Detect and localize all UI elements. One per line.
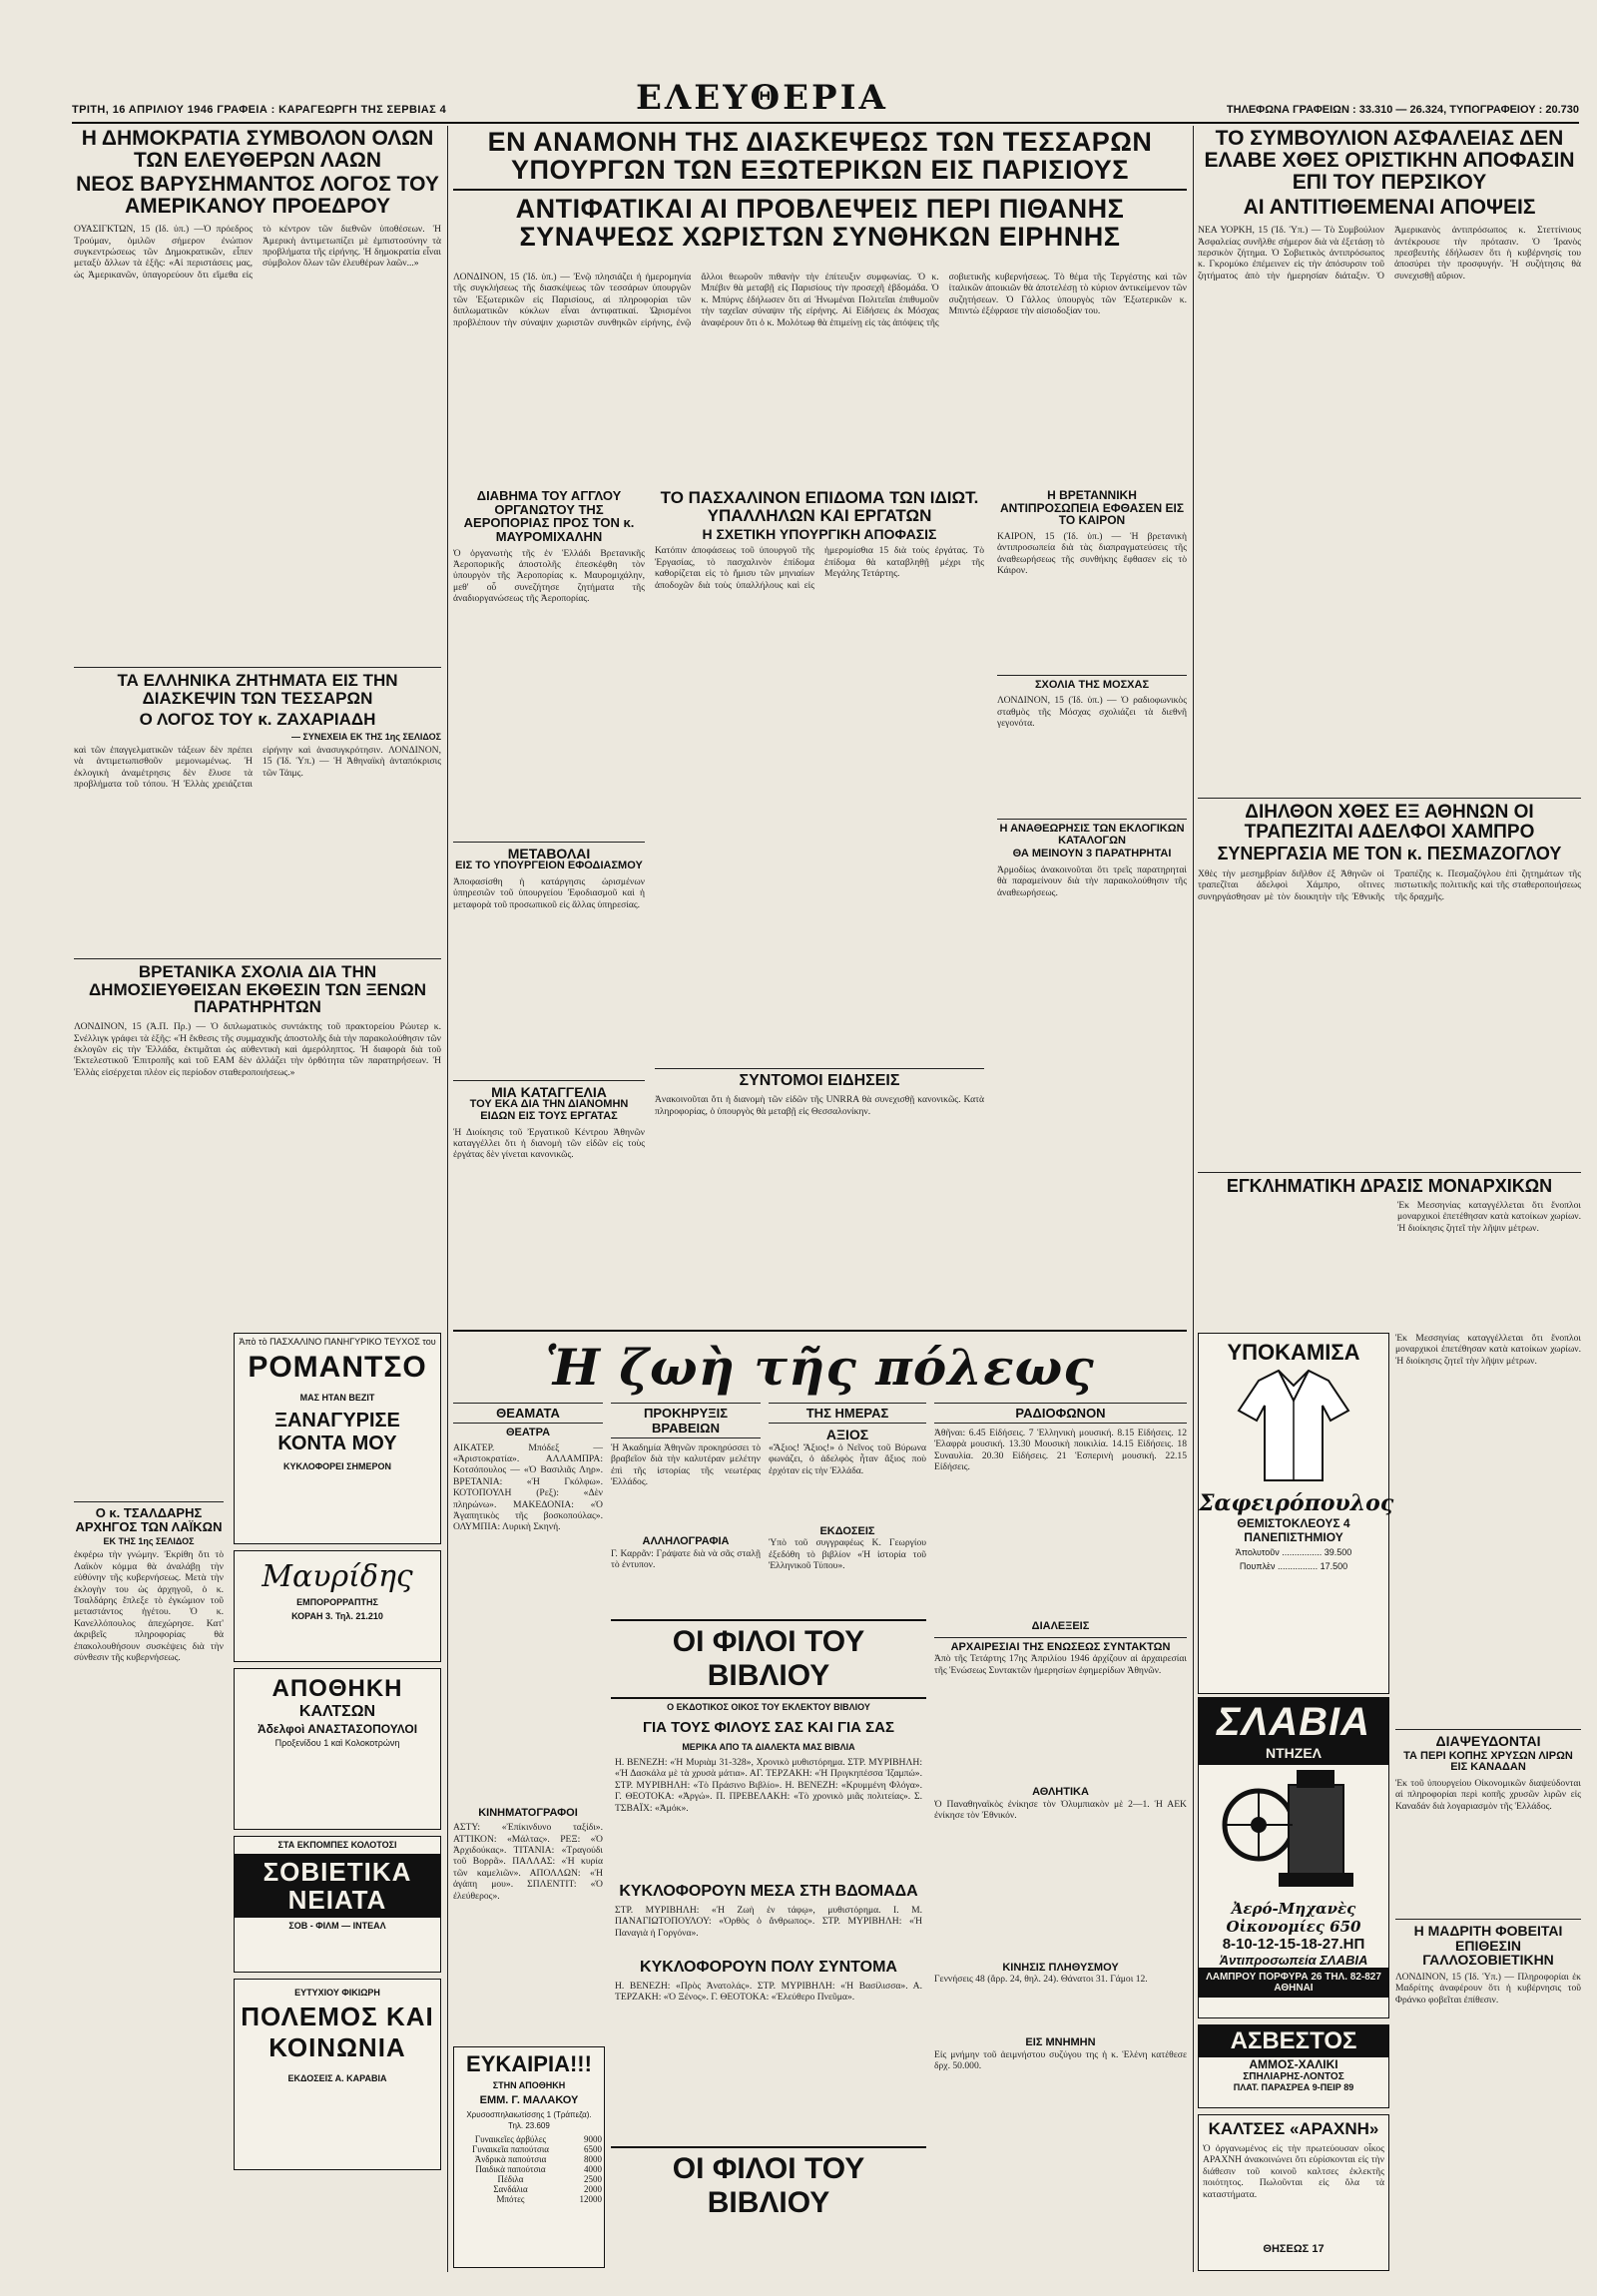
price-item: Μπότες	[496, 2194, 525, 2204]
section-athlitika: ΑΘΛΗΤΙΚΑ	[1032, 1786, 1089, 1799]
section-mnimi: ΕΙΣ ΜΝΗΜΗΝ	[1025, 2036, 1096, 2049]
right-hambro	[1198, 794, 1581, 1163]
continued-note: ΕΚ ΤΗΣ 1ης ΣΕΛΙΔΟΣ	[103, 1536, 195, 1547]
masthead-rule	[72, 122, 1579, 124]
article-british-comments-body: ΛΟΝΔΙΝΟΝ, 15 (Ἀ.Π. Πρ.) — Ὁ διπλωματικὸς συντάκτης τοῦ πρακτορείου Ρώυτερ κ. Σνέλλιγκ γράφει τὰ ἑξῆς: «Ἡ ἔκθεσις τῆς συμμαχικῆς ἀποστολῆς διὰ τὴν παρακολούθησιν τῶν ἐκλογῶν εἰς τὴν Ἑλλάδα, ἐκτιμᾶται ὡς αὐθεντικὴ καὶ ἀμερόληπτος. Ἡ διαφορὰ διὰ τοῦ Ἐκτελεστικοῦ Ἐπιτροπῆς καὶ τοῦ ΕΑΜ δὲν ἀλλάζει τὴν ὀρθότητα τῶν παρατηρήσεων. Ἡ Ἑλλὰς εἰσέρχεται πλέον εἰς περίοδον σταθεροποιήσεως.»	[74, 1021, 441, 1078]
left-column	[74, 128, 441, 1495]
masthead	[72, 78, 1579, 120]
article-truman-body: ΟΥΑΣΙΓΚΤΩΝ, 15 (Ιδ. ὑπ.) —Ὁ πρόεδρος Τρούμαν, ὁμιλῶν σήμερον ἐνώπιον συγκεντρώσεως τῶν Δημοκρατικῶν, εἶπεν μεταξὺ ἄλλων τὰ ἑξῆς: «Αἱ περιστάσεις μας, ὡς Ἀμερικανῶν, ὑπαγορεύουν ὅτι εἴμεθα εἰς τὸ κέντρον τῶν διεθνῶν ὑποθέσεων. Ἡ Ἀμερικὴ ἀντιμετωπίζει μὲ ἐμπιστοσύνην τὰ προβλήματα τῆς εἰρήνης. Ἡ δημοκρατία εἶναι σύμβολον ὅλων τῶν ἐλευθέρων λαῶν...»	[74, 224, 441, 281]
divider	[1395, 1919, 1581, 1920]
theatres-listing: ΑΙΚΑΤΕΡ. Μπόδεξ — «Ἀριστοκρατία». ΑΛΛΑΜΠΡΑ: Κοτσόπουλος — «Ὁ Βασιλιᾶς Ληρ». ΒΡΕΤΑΝΙΑ: «Ἡ Γκόλφω». ΚΟΤΟΠΟΥΛΗ (Ρεξ): «Δὲν πληρώνω». ΜΑΚΕΔΟΝΙΑ: «Ὁ Ἀγαπητικὸς τῆς βοσκοπούλας». ΟΛΥΜΠΙΑ: Λυρικὴ Σκηνή.	[453, 1441, 603, 1533]
headline-katagelia-sub: ΤΟΥ ΕΚΑ ΔΙΑ ΤΗΝ ΔΙΑΝΟΜΗΝ ΕΙΔΩΝ ΕΙΣ ΤΟΥΣ ΕΡΓΑΤΑΣ	[469, 1098, 629, 1123]
life-col-prokir	[611, 1403, 761, 1612]
section-allilografia: ΑΛΛΗΛΟΓΡΑΦΙΑ	[642, 1535, 730, 1547]
ad-kaltses-address: ΘΗΣΕΩΣ 17	[1263, 2243, 1325, 2255]
ad-slavia-logo: ΣΛΑΒΙΑ	[1216, 1700, 1371, 1744]
article-security-council-body: ΝΕΑ ΥΟΡΚΗ, 15 (Ἰδ. Ὑπ.) — Τὸ Συμβούλιον Ἀσφαλείας συνῆλθε σήμερον διὰ νὰ ἐξετάσῃ τὸ περσικὸν ζήτημα. Ὁ Σοβιετικὸς ἀντιπρόσωπος κ. Γκρομύκο ἐπέμεινεν εἰς τὴν ἀπόσυρσιν τοῦ ζητήματος ἀπὸ τὴν ἡμερησίαν διάταξιν. Ὁ Ἀμερικανὸς ἀντιπρόσωπος κ. Στεττίνιους ἀντέκρουσε τὴν πρότασιν. Ὁ Ἰρανὸς πρεσβευτὴς ἐδήλωσεν ὅτι ἡ κυβέρνησίς του ἀποσύρει τὴν προσφυγήν. Ἡ συζήτησις θὰ συνεχισθῇ αὔριον.	[1198, 225, 1581, 282]
ad-eykairia-title: ΕΥΚΑΙΡΙΑ!!!	[466, 2051, 592, 2076]
divider	[1198, 798, 1581, 799]
newspaper-title: ΕΛΕΥΘΕΡΙΑ	[636, 78, 888, 118]
kinisis-body: Γεννήσεις 48 (ἄρρ. 24, θηλ. 24). Θάνατοι 31. Γάμοι 12.	[934, 1974, 1148, 1986]
prokiryxis-body: Ἡ Ἀκαδημία Ἀθηνῶν προκηρύσσει τὸ βραβεῖον διὰ τὴν καλυτέραν μελέτην ἐπὶ τῆς ἱστορίας τῆς νεωτέρας Ἑλλάδος.	[611, 1442, 761, 1488]
section-archairesies: ΑΡΧΑΙΡΕΣΙΑΙ ΤΗΣ ΕΝΩΣΕΩΣ ΣΥΝΤΑΚΤΩΝ	[950, 1640, 1171, 1653]
article-diavima-body: Ὁ ὀργανωτὴς τῆς ἐν Ἑλλάδι Βρετανικῆς Ἀεροπορικῆς ἀποστολῆς ἐπεσκέφθη τὸν ὑπουργὸν τῆς Ἀεροπορίας κ. Μαυρομιχάλην, μεθ' οὗ συνεζήτησε ζητήματα τῆς ἀναδιοργανώσεως τῆς Ἀεροπορίας.	[453, 547, 645, 605]
ad-asvestos-title: ΑΣΒΕΣΤΟΣ	[1199, 2025, 1388, 2057]
price-row	[454, 2154, 604, 2164]
price-item: Ἀνδρικὰ παπούτσια	[474, 2154, 547, 2164]
price-row	[454, 2184, 604, 2194]
ad-ypokamisa-name: Σαφειρόπουλος	[1199, 1490, 1394, 1516]
ad-romantso-mid: ΜΑΣ ΗΤΑΝ ΒΕΖΙΤ	[299, 1393, 375, 1403]
headline-gold-sovereigns: ΤΑ ΠΕΡΙ ΚΟΠΗΣ ΧΡΥΣΩΝ ΛΙΡΩΝ ΕΙΣ ΚΑΝΑΔΑΝ	[1403, 1749, 1573, 1774]
ad-sov-title: ΣΟΒΙΕΤΙΚΑ ΝΕΙΑΤΑ	[235, 1854, 440, 1918]
ad-slavia-representative: Ἀντιπροσωπεία ΣΛΑΒΙΑ	[1219, 1953, 1368, 1968]
ad-ypokamisa-price2: Πουπλὲν ................ 17.500	[1239, 1561, 1348, 1571]
price-item: Πέδιλα	[497, 2174, 524, 2184]
ad-asvestos-name: ΣΠΗΛΙΑΡΗΣ-ΛΟΝΤΟΣ	[1243, 2071, 1344, 2082]
right-madrid	[1395, 1915, 1581, 2269]
headline-democracy: Η ΔΗΜΟΚΡΑΤΙΑ ΣΥΜΒΟΛΟΝ ΟΛΩΝ ΤΩΝ ΕΛΕΥΘΕΡΩΝ ΛΑΩΝ	[81, 127, 434, 173]
banner-four-ministers: ΕΝ ΑΝΑΜΟΝΗ ΤΗΣ ΔΙΑΣΚΕΨΕΩΣ ΤΩΝ ΤΕΣΣΑΡΩΝ ΥΠΟΥΡΓΩΝ ΤΩΝ ΕΞΩΤΕΡΙΚΩΝ ΕΙΣ ΠΑΡΙΣΙΟΥΣ	[487, 127, 1153, 186]
right-side-text: Ἐκ Μεσσηνίας καταγγέλλεται ὅτι ἔνοπλοι μοναρχικοὶ ἐπετέθησαν κατὰ κατοίκων χωρίων. Ἡ διοίκησις ζητεῖ τὴν λῆψιν μέτρων.	[1395, 1333, 1581, 1367]
article-zachariadis-body: καὶ τῶν ἐπαγγελματικῶν τάξεων δὲν πρέπει νὰ ἀντιμετωπισθοῦν μεμονωμένως. Ἡ ἐκλογικὴ ἀναμέτρησις δὲν ἔλυσε τὰ προβλήματα τοῦ τόπου. Ἡ Ἑλλὰς χρειάζεται εἰρήνην καὶ ἀνασυγκρότησιν. ΛΟΝΔΙΝΟΝ, 15 (Ἰδ. Ὑπ.) — Ἡ Ἀθηναϊκὴ ἀνταπόκρισις τῶν Τάιμς.	[74, 744, 441, 790]
right-egklimatiki	[1198, 1168, 1581, 1318]
price-value: 4000	[584, 2164, 602, 2174]
cinemas-listing: ΑΣΤΥ: «Ἐπίκινδυνο ταξίδι». ΑΤΤΙΚΟΝ: «Μάλτας». ΡΕΞ: «Ὁ Ἀρχιδούκας». ΤΙΤΑΝΙΑ: «Τραγούδι τοῦ Βορρᾶ». ΠΑΛΛΑΣ: «Ἡ κυρία τῶν καμελιῶν». ΑΠΟΛΛΩΝ: «Ἡ ἀγάπη μου». ΣΠΛΕΝΤΙΤ: «Ὁ ἐλεύθερος».	[453, 1822, 603, 1902]
article-conference-body: ΛΟΝΔΙΝΟΝ, 15 (Ἰδ. ὑπ.) — Ἐνῷ πλησιάζει ἡ ἡμερομηνία τῆς συγκλήσεως τῆς διασκέψεως τῶν τεσσάρων ὑπουργῶν τῶν Ἐξωτερικῶν εἰς Παρισίους, αἱ πληροφορίαι τῶν διπλωματικῶν κύκλων εἶναι ἀντιφατικαί. Ὡρισμένοι προβλέπουν τὴν σύναψιν χωριστῶν συνθηκῶν εἰρήνης, ἐνῷ ἄλλοι θεωροῦν πιθανὴν τὴν ἐπίτευξιν συμφωνίας. Ὁ κ. Μπέβιν θὰ μεταβῇ εἰς Παρισίους τὴν προσεχῆ ἑβδομάδα. Ὁ κ. Μπύρνς ἐδήλωσεν ὅτι αἱ Ἡνωμέναι Πολιτεῖαι ἐπιθυμοῦν τὴν ταχεῖαν σύναψιν τῆς εἰρήνης. Αἱ Εἰδήσεις ἐκ Μόσχας ἀναφέρουν ὅτι ὁ κ. Μολότωφ θὰ ἐπιμείνῃ εἰς τὰς ἀπόψεις τῆς σοβιετικῆς κυβερνήσεως. Τὸ θέμα τῆς Τεργέστης καὶ τῶν ἰταλικῶν ἀποικιῶν θὰ ἀποτελέσῃ τὸ κύριον ἀντικείμενον τῶν συζητήσεων. Ὁ Γάλλος ὑπουργὸς τῶν Ἐξωτερικῶν κ. Μπιντὼ ἐξέφρασε τὴν αἰσιοδοξίαν του.	[453, 272, 1187, 328]
ad-sov-top: ΣΤΑ ΕΚΠΟΜΠΕΣ ΚΟΛΟΤΟΣΙ	[277, 1840, 397, 1850]
section-radio: ΡΑΔΙΟΦΩΝΟΝ	[934, 1403, 1187, 1424]
ad-eykairia-address: Χρυσοσπηλαιωτίσσης 1 (Τράπεζα). Τηλ. 23.609	[466, 2110, 592, 2130]
mnimi-body: Εἰς μνήμην τοῦ ἀειμνήστου συζύγου της ἡ κ. Ἑλένη κατέθεσε δρχ. 50.000.	[934, 2048, 1187, 2072]
ad-mavridis-sub: ΕΜΠΟΡΟΡΡΑΠΤΗΣ	[296, 1597, 378, 1607]
ad-kaltses-arachni	[1198, 2114, 1389, 2271]
headline-pasxa-sub: Η ΣΧΕΤΙΚΗ ΥΠΟΥΡΓΙΚΗ ΑΠΟΦΑΣΙΣ	[702, 525, 937, 542]
article-british-cairo-body: ΚΑΙΡΟΝ, 15 (Ἰδ. ὑπ.) — Ἡ βρετανικὴ ἀντιπροσωπεία διὰ τὰς διαπραγματεύσεις τῆς ἀναθεωρήσεως τῆς συνθήκης ἔφθασεν εἰς τὸ Κάιρον.	[997, 530, 1187, 576]
pasxa-block	[655, 489, 984, 1254]
ad-mavridis-name: Μαυρίδης	[262, 1559, 413, 1594]
divider	[74, 667, 441, 668]
ad-apothiki-address: Προξενίδου 1 καὶ Κολοκοτρώνη	[274, 1738, 400, 1748]
headline-observers: ΘΑ ΜΕΙΝΟΥΝ 3 ΠΑΡΑΤΗΡΗΤΑΙ	[1012, 848, 1172, 861]
headline-security-council: ΤΟ ΣΥΜΒΟΥΛΙΟΝ ΑΣΦΑΛΕΙΑΣ ΔΕΝ ΕΛΑΒΕ ΧΘΕΣ ΟΡΙΣΤΙΚΗΝ ΑΠΟΦΑΣΙΝ ΕΠΙ ΤΟΥ ΠΕΡΣΙΚΟΥ	[1204, 127, 1575, 195]
ad-polemos-publisher: ΕΚΔΟΣΕΙΣ Α. ΚΑΡΑΒΙΑ	[287, 2073, 387, 2083]
allilografia-body: Γ. Καρρᾶν: Γράψατε διὰ νὰ σᾶς σταλῇ τὸ ἐντυπον.	[611, 1547, 761, 1570]
headline-madrid: Η ΜΑΔΡΙΤΗ ΦΟΒΕΙΤΑΙ ΕΠΙΘΕΣΙΝ ΓΑΛΛΟΣΟΒΙΕΤΙΚΗΝ	[1413, 1923, 1563, 1969]
ad-romantso-title: ΡΟΜΑΝΤΣΟ	[248, 1351, 427, 1384]
ad-slavia-sub: ΝΤΗΖΕΛ	[1266, 1745, 1322, 1761]
divider	[997, 675, 1187, 676]
headline-moscow-comments: ΣΧΟΛΙΑ ΤΗΣ ΜΟΣΧΑΣ	[1034, 678, 1150, 691]
right-security-council	[1198, 128, 1581, 787]
masthead-date-address: ΤΡΙΤΗ, 16 ΑΠΡΙΛΙΟΥ 1946 ΓΡΑΦΕΙΑ : ΚΑΡΑΓΕΩΡΓΗ ΤΗΣ ΣΕΡΒΙΑΣ 4	[72, 104, 447, 116]
divider	[1395, 1729, 1581, 1730]
article-monarchist-body: Ἐκ Μεσσηνίας καταγγέλλεται ὅτι ἔνοπλοι μοναρχικοὶ ἐπετέθησαν κατὰ κατοίκων χωρίων. Ἡ διοίκησις ζητεῖ τὴν λῆψιν μέτρων.	[1397, 1199, 1581, 1234]
ekdoseis-body: Ὑπὸ τοῦ συγγραφέως Κ. Γεωργίου ἐξεδόθη τὸ βιβλίον «Ἡ ἱστορία τοῦ Ἑλληνικοῦ Τύπου».	[769, 1537, 926, 1572]
headline-truman-speech: ΝΕΟΣ ΒΑΡΥΣΗΜΑΝΤΟΣ ΛΟΓΟΣ ΤΟΥ ΑΜΕΡΙΚΑΝΟΥ ΠΡΟΕΔΡΟΥ	[76, 173, 439, 219]
price-item: Γυναικεῖα παπούτσια	[472, 2144, 549, 2154]
article-electoral-body: Ἀρμοδίως ἀνακοινοῦται ὅτι τρεῖς παρατηρηταὶ θὰ παραμείνουν διὰ τὴν παρακολούθησιν τῆς ἀναθεωρήσεως.	[997, 863, 1187, 898]
price-value: 8000	[584, 2154, 602, 2164]
headline-greek-issues: ΤΑ ΕΛΛΗΝΙΚΑ ΖΗΤΗΜΑΤΑ ΕΙΣ ΤΗΝ ΔΙΑΣΚΕΨΙΝ ΤΩΝ ΤΕΣΣΑΡΩΝ	[117, 671, 398, 709]
ad-kaltses-body: Ὁ ὀργανωμένος εἰς τὴν πρωτεύουσαν οἶκος ΑΡΑΧΝΗ ἀνακοινώνει ὅτι εὑρίσκονται εἰς τὴν διάθεσιν τοῦ κοινοῦ καλτσες ἐκλεκτῆς ποιότητος. Πωλοῦνται εἰς ὅλα τὰ καταστήματα.	[1203, 2143, 1384, 2200]
headline-syntomoi: ΣΥΝΤΟΜΟΙ ΕΙΔΗΣΕΙΣ	[739, 1072, 900, 1090]
ad-filoi-footer	[611, 2146, 926, 2219]
ad-filoi-book-list: Η. ΒΕΝΕΖΗ: «Ἡ Μυριὰμ 31-328», Χρονικὸ μυθιστόρημα. ΣΤΡ. ΜΥΡΙΒΗΛΗ: «Ἡ Δασκάλα μὲ τὰ χρυσὰ μάτια». ΑΓ. ΤΕΡΖΑΚΗ: «Ἡ Πριγκηπέσσα Ἰζαμπώ». ΣΤΡ. ΜΥΡΙΒΗΛΗ: «Τὸ Πράσινο Βιβλίο». Η. ΒΕΝΕΖΗ: «Κρυμμένη Φλόγα». Γ. ΘΕΟΤΟΚΑ: «Ἀργώ». Π. ΠΡΕΒΕΛΑΚΗ: «Τὸ χρονικὸ μιᾶς πολιτείας». Σ. ΤΣΒΑΪΧ: «Ἀμόκ».	[615, 1757, 922, 1814]
shirt-illustration-icon	[1219, 1366, 1368, 1485]
headline-diapsevdontai: ΔΙΑΨΕΥΔΟΝΤΑΙ	[1435, 1733, 1541, 1749]
center-right-stack	[997, 489, 1187, 1224]
headline-monarchist-crimes: ΕΓΚΛΗΜΑΤΙΚΗ ΔΡΑΣΙΣ ΜΟΝΑΡΧΙΚΩΝ	[1226, 1176, 1553, 1196]
axios-body: «Ἄξιος! Ἄξιος!» ὁ Νεῖνος τοῦ Βύρωνα φωνάζει, ὁ ἀδελφὸς ἦταν ἄξιος ποὺ ἐρχόταν εἰς τὴν Ἑλλάδα.	[769, 1441, 926, 1476]
ad-ypokamisa-price1: Ἀπολυτοῦν ................ 39.500	[1235, 1547, 1352, 1557]
banner-peace-treaties: ΑΝΤΙΦΑΤΙΚΑΙ ΑΙ ΠΡΟΒΛΕΨΕΙΣ ΠΕΡΙ ΠΙΘΑΝΗΣ ΣΥΝΑΨΕΩΣ ΧΩΡΙΣΤΩΝ ΣΥΝΘΗΚΩΝ ΕΙΡΗΝΗΣ	[515, 193, 1125, 253]
ad-mavridis-address: ΚΟΡΑΗ 3. Τηλ. 21.210	[291, 1611, 383, 1621]
ad-eykairia-sub: ΣΤΗΝ ΑΠΟΘΗΚΗ	[492, 2080, 566, 2090]
ad-kaltses-title: ΚΑΛΤΣΕΣ «ΑΡΑΧΝΗ»	[1208, 2119, 1379, 2138]
ad-polemos-author: ΕΥΤΥΧΙΟΥ ΦΙΚΙΩΡΗ	[294, 1988, 380, 1998]
divider	[997, 819, 1187, 820]
athlitika-body: Ὁ Παναθηναϊκὸς ἐνίκησε τὸν Ὀλυμπιακὸν μὲ 2—1. Ἡ ΑΕΚ ἐνίκησε τὸν Ἐθνικόν.	[934, 1798, 1187, 1822]
ad-filoi-sub1: Ο ΕΚΔΟΤΙΚΟΣ ΟΙΚΟΣ ΤΟΥ ΕΚΛΕΚΤΟΥ ΒΙΒΛΙΟΥ	[667, 1702, 870, 1712]
article-moscow-body: ΛΟΝΔΙΝΟΝ, 15 (Ἰδ. ὑπ.) — Ὁ ραδιοφωνικὸς σταθμὸς τῆς Μόσχας σχολιάζει τὰ διεθνῆ γεγονότα.	[997, 695, 1187, 730]
price-value: 6500	[584, 2144, 602, 2154]
headline-metavolai: ΜΕΤΑΒΟΛΑΙ	[507, 845, 591, 861]
column-rule	[447, 126, 448, 2272]
ad-ypokamisa-title: ΥΠΟΚΑΜΙΣΑ	[1227, 1340, 1360, 1365]
price-row	[454, 2174, 604, 2184]
ad-slavia-address: ΛΑΜΠΡΟΥ ΠΟΡΦΥΡΑ 26 ΤΗΛ. 82-827 ΑΘΗΝΑΙ	[1199, 1968, 1388, 1998]
ad-apothiki-sub: ΚΑΛΤΣΩΝ	[298, 1703, 376, 1720]
article-katagelia-body: Ἡ Διοίκησις τοῦ Ἐργατικοῦ Κέντρου Ἀθηνῶν καταγγέλλει ὅτι ἡ διανομὴ τῶν εἰδῶν εἰς τοὺς ἐργάτας δὲν γίνεται κανονικῶς.	[453, 1126, 645, 1161]
price-value: 2500	[584, 2174, 602, 2184]
ad-romantso-top: Ἀπὸ τὸ ΠΑΣΧΑΛΙΝΟ ΠΑΝΗΓΥΡΙΚΟ ΤΕΥΧΟΣ του	[239, 1337, 436, 1347]
headline-katagelia: ΜΙΑ ΚΑΤΑΓΓΕΛΙΑ	[491, 1083, 607, 1100]
divider	[453, 1080, 645, 1081]
ad-slavia-header	[1199, 1698, 1388, 1765]
ad-apothiki-name: Ἀδελφοὶ ΑΝΑΣΤΑΣΟΠΟΥΛΟΙ	[257, 1722, 418, 1736]
headline-pesmazoglou: ΣΥΝΕΡΓΑΣΙΑ ΜΕ ΤΟΝ κ. ΠΕΣΜΑΖΟΓΛΟΥ	[1217, 843, 1562, 863]
ad-filoi-title: ΟΙ ΦΙΛΟΙ ΤΟΥ ΒΙΒΛΙΟΥ	[611, 1619, 926, 1699]
headline-british-comments: ΒΡΕΤΑΝΙΚΑ ΣΧΟΛΙΑ ΔΙΑ ΤΗΝ ΔΗΜΟΣΙΕΥΘΕΙΣΑΝ ΕΚΘΕΣΙΝ ΤΩΝ ΞΕΝΩΝ ΠΑΡΑΤΗΡΗΤΩΝ	[88, 961, 427, 1017]
ad-filoi-sub2: ΓΙΑ ΤΟΥΣ ΦΙΛΟΥΣ ΣΑΣ ΚΑΙ ΓΙΑ ΣΑΣ	[642, 1719, 895, 1736]
section-kinisis: ΚΙΝΗΣΙΣ ΠΛΗΘΥΣΜΟΥ	[1002, 1961, 1119, 1974]
article-metavolai-body: Ἀποφασίσθη ἡ κατάργησις ὡρισμένων ὑπηρεσιῶν τοῦ ὑπουργείου Ἐφοδιασμοῦ καὶ ἡ μεταφορὰ τοῦ προσωπικοῦ εἰς ἄλλας ὑπηρεσίας.	[453, 875, 645, 910]
ad-asvestos	[1198, 2024, 1389, 2108]
life-rule	[453, 1330, 1187, 1332]
ad-slavia-engines: Ἀερό-Μηχανὲς Οἰκονομίες 650	[1226, 1900, 1361, 1936]
ad-ypokamisa	[1198, 1333, 1394, 1694]
price-row	[454, 2144, 604, 2154]
banner-rule	[453, 189, 1187, 191]
headline-opposing-views: ΑΙ ΑΝΤΙΤΙΘΕΜΕΝΑΙ ΑΠΟΨΕΙΣ	[1243, 196, 1536, 220]
section-theatra: ΘΕΑΤΡΑ	[505, 1427, 551, 1438]
ad-filoi-soon: ΚΥΚΛΟΦΟΡΟΥΝ ΠΟΛΥ ΣΥΝΤΟΜΑ	[640, 1959, 897, 1976]
right-diapsevdontai	[1395, 1725, 1581, 1910]
center-subcolumn-2	[655, 489, 1187, 1328]
archairesies-body: Ἀπὸ τῆς Τετάρτης 17ης Ἀπριλίου 1946 ἀρχίζουν αἱ ἀρχαιρεσίαι τῆς Ἑνώσεως Συντακτῶν ἡμερησίων ἐφημερίδων Ἀθηνῶν.	[934, 1653, 1187, 1676]
ad-filoi-tou-vivliou	[611, 1619, 926, 2088]
headline-british-cairo: Η ΒΡΕΤΑΝΝΙΚΗ ΑΝΤΙΠΡΟΣΩΠΕΙΑ ΕΦΘΑΣΕΝ ΕΙΣ ΤΟ ΚΑΙΡΟΝ	[999, 488, 1185, 528]
article-hambro-body: Χθὲς τὴν μεσημβρίαν διῆλθον ἐξ Ἀθηνῶν οἱ τραπεζῖται ἀδελφοὶ Χάμπρο, οἵτινες συνηργάσθησαν μὲ τὸν διοικητὴν τῆς Ἐθνικῆς Τραπέζης κ. Πεσμαζόγλου ἐπὶ ζητημάτων τῆς πιστωτικῆς πολιτικῆς καὶ τῆς σταθεροποιήσεως τῆς δραχμῆς.	[1198, 867, 1581, 902]
masthead-phones: ΤΗΛΕΦΩΝΑ ΓΡΑΦΕΙΩΝ : 33.310 — 26.324, ΤΥΠΟΓΡΑΦΕΙΟΥ : 20.730	[1226, 104, 1579, 116]
divider	[74, 1501, 224, 1502]
section-prokiryxis: ΠΡΟΚΗΡΥΞΙΣ ΒΡΑΒΕΙΩΝ	[611, 1403, 761, 1438]
headline-electoral-lists: Η ΑΝΑΘΕΩΡΗΣΙΣ ΤΩΝ ΕΚΛΟΓΙΚΩΝ ΚΑΤΑΛΟΓΩΝ	[999, 823, 1185, 847]
ad-slavia-models: 8-10-12-15-18-27.ΗΠ	[1222, 1936, 1365, 1953]
price-row	[454, 2134, 604, 2144]
ad-polemos-title: ΠΟΛΕΜΟΣ ΚΑΙ ΚΟΙΝΩΝΙΑ	[241, 2002, 434, 2062]
ad-filoi-soon-list: Η. ΒΕΝΕΖΗ: «Πρὸς Ἀνατολάς». ΣΤΡ. ΜΥΡΙΒΗΛΗ: «Ἡ Βασίλισσα». Α. ΤΕΡΖΑΚΗ: «Ὁ Ξένος». Γ. ΘΕΟΤΟΚΑ: «Ἐλεύθερο Πνεῦμα».	[615, 1981, 922, 2004]
section-theamata: ΘΕΑΜΑΤΑ	[453, 1403, 603, 1424]
price-row	[454, 2164, 604, 2174]
price-value: 2000	[584, 2184, 602, 2194]
article-syntomoi-body: Ἀνακοινοῦται ὅτι ἡ διανομὴ τῶν εἰδῶν τῆς UNRRA θὰ συνεχισθῇ κανονικῶς. Κατὰ πληροφορίας, ὁ ὑπουργὸς θὰ μεταβῇ εἰς Θεσσαλονίκην.	[655, 1094, 984, 1117]
ad-ypokamisa-address2: ΠΑΝΕΠΙΣΤΗΜΙΟΥ	[1244, 1530, 1343, 1544]
ad-apothiki	[234, 1668, 441, 1830]
article-madrid-body: ΛΟΝΔΙΝΟΝ, 15 (Ἰδ. Ὑπ.) — Πληροφορίαι ἐκ Μαδρίτης ἀναφέρουν ὅτι ἡ κυβέρνησις τοῦ Φράνκο φοβεῖται ἐπίθεσιν.	[1395, 1972, 1581, 2006]
ad-asvestos-sub: ΑΜΜΟΣ-ΧΑΛΙΚΙ	[1249, 2057, 1338, 2071]
headline-metavolai-sub: ΕΙΣ ΤΟ ΥΠΟΥΡΓΕΙΟΝ ΕΦΟΔΙΑΣΜΟΥ	[455, 860, 643, 872]
headline-zachariadis: Ο ΛΟΓΟΣ ΤΟΥ κ. ΖΑΧΑΡΙΑΔΗ	[139, 709, 376, 729]
column-rule	[1193, 126, 1194, 2272]
ad-romantso	[234, 1333, 441, 1544]
section-ekdoseis: ΕΚΔΟΣΕΙΣ	[819, 1524, 875, 1537]
divider	[934, 1637, 1187, 1638]
article-diapsevdontai-body: Ἐκ τοῦ ὑπουργείου Οἰκονομικῶν διαψεύδονται αἱ πληροφορίαι περὶ κοπῆς χρυσῶν λιρῶν εἰς Καναδάν διὰ λογαριασμὸν τῆς Ἑλλάδος.	[1395, 1777, 1581, 1812]
continued-note: — ΣΥΝΕΧΕΙΑ ΕΚ ΤΗΣ 1ης ΣΕΛΙΔΟΣ	[290, 731, 441, 742]
price-item: Σανδάλια	[493, 2184, 528, 2194]
ad-eykairia-name: ΕΜΜ. Γ. ΜΑΛΑΚΟΥ	[479, 2094, 579, 2106]
headline-diavima: ΔΙΑΒΗΜΑ ΤΟΥ ΑΓΓΛΟΥ ΟΡΓΑΝΩΤΟΥ ΤΗΣ ΑΕΡΟΠΟΡΙΑΣ ΠΡΟΣ ΤΟΝ κ. ΜΑΥΡΟΜΙΧΑΛΗΝ	[463, 488, 635, 544]
section-dialekseis: ΔΙΑΛΕΞΕΙΣ	[1031, 1620, 1090, 1632]
ad-apothiki-title: ΑΠΟΘΗΚΗ	[271, 1675, 403, 1702]
ad-romantso-story: ΞΑΝΑΓΥΡΙΣΕ ΚΟΝΤΑ ΜΟΥ	[274, 1410, 400, 1454]
ad-asvestos-address: ΠΛΑΤ. ΠΑΡΑΣΡΕΑ 9-ΠΕΙΡ 89	[1233, 2082, 1354, 2092]
price-value: 12000	[579, 2194, 602, 2204]
article-pasxa-body: Κατόπιν ἀποφάσεως τοῦ ὑπουργοῦ τῆς Ἐργασίας, τὸ πασχαλινὸν ἐπίδομα καθορίζεται εἰς τὸ ἥμισυ τῶν μηνιαίων ἀποδοχῶν διὰ τοὺς ὑπαλλήλους καὶ εἰς ἡμερομίσθια 15 διὰ τοὺς ἐργάτας. Τὸ ἐπίδομα θὰ καταβληθῇ μέχρι τῆς Μεγάλης Τετάρτης.	[655, 545, 984, 591]
section-cinemas: ΚΙΝΗΜΑΤΟΓΡΑΦΟΙ	[478, 1806, 578, 1819]
center-subcolumn-1	[453, 489, 645, 1328]
ad-eykairia	[453, 2046, 605, 2268]
headline-hambro: ΔΙΗΛΘΟΝ ΧΘΕΣ ΕΞ ΑΘΗΝΩΝ ΟΙ ΤΡΑΠΕΖΙΤΑΙ ΑΔΕΛΦΟΙ ΧΑΜΠΡΟ	[1244, 802, 1535, 843]
ad-sov-bottom: ΣΟΒ - ΦΙΛΜ — ΙΝΤΕΑΛ	[288, 1921, 386, 1931]
price-item: Γυναικεῖες ἀρβύλες	[474, 2134, 547, 2144]
life-col-radio	[934, 1403, 1187, 2271]
life-col-tis-imeras	[769, 1403, 926, 1612]
price-value: 9000	[584, 2134, 602, 2144]
section-axios: ΑΞΙΟΣ	[825, 1427, 869, 1442]
section-tis-imeras: ΤΗΣ ΗΜΕΡΑΣ	[769, 1403, 926, 1424]
price-row	[454, 2194, 604, 2204]
ad-filoi-footer-title: ΟΙ ΦΙΛΟΙ ΤΟΥ ΒΙΒΛΙΟΥ	[611, 2146, 926, 2220]
ad-filoi-this-week-list: ΣΤΡ. ΜΥΡΙΒΗΛΗ: «Ἡ Ζωὴ ἐν τάφῳ», μυθιστόρημα. Ι. Μ. ΠΑΝΑΓΙΩΤΟΠΟΥΛΟΥ: «Ὀρθὸς ὁ ἄνθρωπος». ΣΤΡ. ΜΥΡΙΒΗΛΗ: «Ἡ Παναγιὰ ἡ Γοργόνα».	[615, 1905, 922, 1939]
divider	[74, 958, 441, 959]
ad-mavridis	[234, 1550, 441, 1662]
life-of-city-title: Ἡ ζωὴ τῆς πόλεως	[545, 1338, 1095, 1397]
article-tsaldaris-body: ἐκφέρω τὴν γνώμην. Ἐκρίθη ὅτι τὸ Λαϊκὸν κόμμα θὰ ἀναλάβῃ τὴν εὐθύνην τῆς κυβερνήσεως. Μετὰ τὴν ἐκλογὴν του ὡς ἀρχηγοῦ, ὁ κ. Τσαλδάρης ἔπλεξε τὸ ἐγκώμιον τοῦ μεταστάντος ἡγέτου. Ὁ κ. Κανελλόπουλος ἀπεχώρησε. Κατ' ἀκριβεῖς πληροφορίας θὰ ἐπακολουθήσουν συσκέψεις διὰ τὴν σύνθεσιν τῆς κυβερνήσεως.	[74, 1549, 224, 1663]
divider	[1198, 1172, 1581, 1173]
divider	[655, 1068, 984, 1069]
divider	[453, 842, 645, 843]
ad-slavia	[1198, 1697, 1389, 2018]
center-banners	[453, 128, 1187, 268]
price-item: Παιδικὰ παπούτσια	[475, 2164, 546, 2174]
ad-filoi-this-week: ΚΥΚΛΟΦΟΡΟΥΝ ΜΕΣΑ ΣΤΗ ΒΔΟΜΑΔΑ	[619, 1883, 918, 1900]
ad-polemos	[234, 1979, 441, 2170]
headline-tsaldaris: Ο κ. ΤΣΑΛΔΑΡΗΣ ΑΡΧΗΓΟΣ ΤΩΝ ΛΑΪΚΩΝ	[75, 1505, 223, 1534]
diesel-engine-icon	[1219, 1765, 1368, 1895]
ad-romantso-bottom: ΚΥΚΛΟΦΟΡΕΙ ΣΗΜΕΡΟΝ	[282, 1461, 392, 1471]
ad-eykairia-price-table	[454, 2134, 604, 2204]
tsaldaris-article	[74, 1497, 224, 2266]
ad-ypokamisa-address1: ΘΕΜΙΣΤΟΚΛΕΟΥΣ 4	[1237, 1516, 1350, 1530]
ad-filoi-sub3: ΜΕΡΙΚΑ ΑΠΟ ΤΑ ΔΙΑΛΕΚΤΑ ΜΑΣ ΒΙΒΛΙΑ	[682, 1742, 855, 1752]
radio-program: Ἀθῆναι: 6.45 Εἰδήσεις. 7 Ἑλληνικὴ μουσική. 8.15 Εἰδήσεις. 12 Ἐλαφρὰ μουσική. 13.30 Μουσικὴ ποικιλία. 14.15 Εἰδήσεις. 18 Συναυλία. 20.30 Εἰδήσεις. 21 Ἑσπερινὴ μουσική. 22.15 Εἰδήσεις.	[934, 1428, 1187, 1473]
ad-sovietika-neiata	[234, 1836, 441, 1973]
headline-pasxa: ΤΟ ΠΑΣΧΑΛΙΝΟΝ ΕΠΙΔΟΜΑ ΤΩΝ ΙΔΙΩΤ. ΥΠΑΛΛΗΛΩΝ ΚΑΙ ΕΡΓΑΤΩΝ	[660, 488, 979, 525]
